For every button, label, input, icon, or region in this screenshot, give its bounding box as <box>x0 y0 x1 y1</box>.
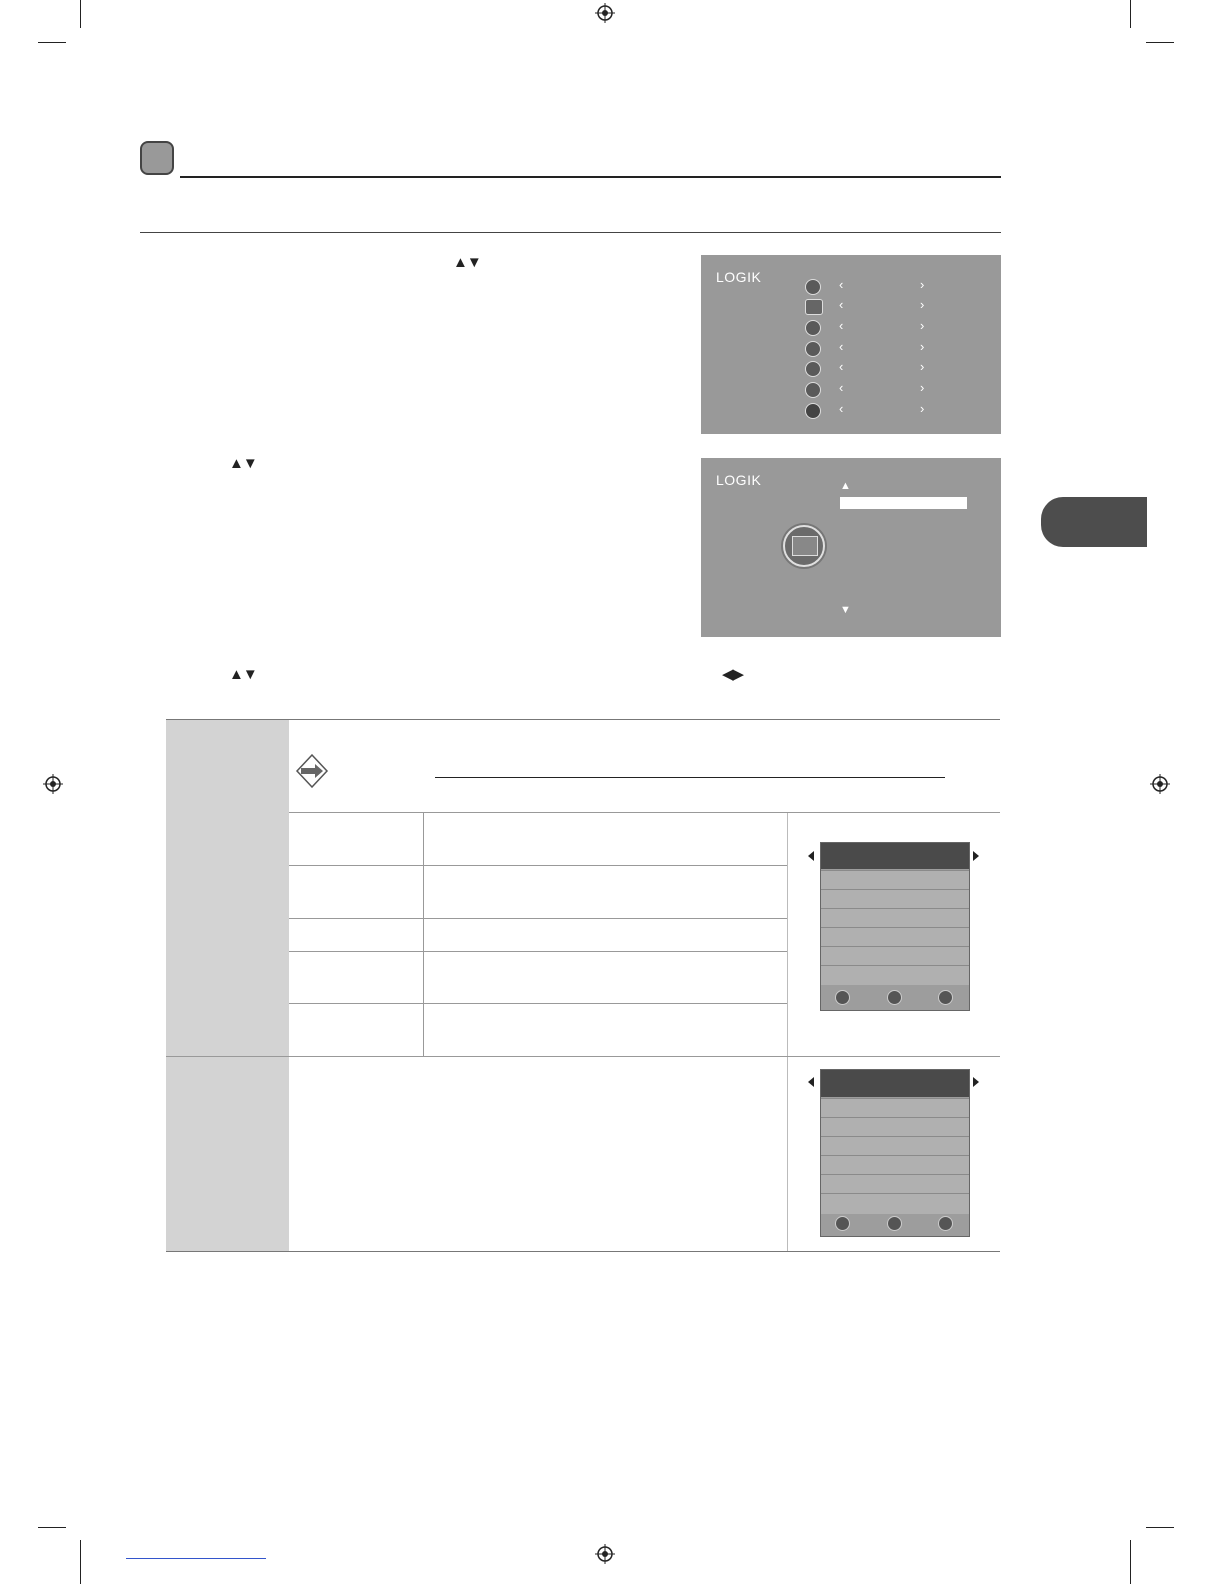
step3-updown-arrows: ▲▼ <box>229 666 257 683</box>
mini-menu-row[interactable] <box>821 1098 969 1118</box>
table-top-rule <box>166 719 1000 720</box>
table-row-divider <box>289 918 787 919</box>
logik-logo: LOGIK <box>716 269 762 285</box>
registration-mark-icon <box>1150 774 1170 794</box>
mini-menu-row[interactable] <box>821 870 969 890</box>
mini-menu-row[interactable] <box>821 1155 969 1175</box>
crop-mark <box>1130 0 1131 28</box>
section-rule <box>140 232 1001 233</box>
header-rule <box>180 176 1001 178</box>
crop-mark <box>38 42 66 43</box>
mini-menu-row[interactable] <box>821 1136 969 1156</box>
scroll-up-arrow[interactable]: ▲ <box>840 480 851 492</box>
crop-mark <box>80 0 81 28</box>
table-row-divider <box>289 1003 787 1004</box>
chapter-tab <box>1041 497 1147 547</box>
mini-menu-button-icon[interactable] <box>835 990 850 1005</box>
scroll-down-arrow[interactable]: ▼ <box>840 604 851 616</box>
channel-icon <box>805 279 821 295</box>
mini-menu-button-icon[interactable] <box>835 1216 850 1231</box>
mini-menu-row[interactable] <box>821 946 969 966</box>
mini-menu-left-arrow[interactable] <box>808 1077 814 1087</box>
mini-menu-button-icon[interactable] <box>938 990 953 1005</box>
highlighted-menu-item[interactable] <box>840 497 967 509</box>
menu-row-sound[interactable]: ‹ › <box>805 320 935 338</box>
sub-menu-screen <box>701 458 1001 637</box>
mini-menu-button-icon[interactable] <box>938 1216 953 1231</box>
crop-mark <box>80 1540 81 1584</box>
picture-icon <box>805 299 823 315</box>
table-row-divider <box>289 865 787 866</box>
mini-menu-picture <box>820 842 970 1011</box>
note-underline <box>435 777 945 778</box>
table-note-divider <box>289 812 1000 813</box>
footer-link-line <box>126 1558 266 1559</box>
crop-mark <box>38 1527 66 1528</box>
crop-mark <box>1146 1527 1174 1528</box>
main-menu-screen <box>701 255 1001 434</box>
section-badge <box>140 141 174 175</box>
lock-icon <box>805 361 821 377</box>
table-section-divider <box>166 1056 1000 1057</box>
picture-icon <box>783 525 825 567</box>
logik-logo: LOGIK <box>716 472 762 488</box>
mini-menu-right-arrow[interactable] <box>973 851 979 861</box>
registration-mark-icon <box>595 1544 615 1564</box>
note-arrow-icon <box>293 754 331 788</box>
table-label-column-2 <box>166 1057 289 1251</box>
mini-menu-row[interactable] <box>821 1193 969 1214</box>
mini-menu-left-arrow[interactable] <box>808 851 814 861</box>
table-label-column-1 <box>166 720 289 1056</box>
mini-menu-button-icon[interactable] <box>887 990 902 1005</box>
mini-menu-header <box>821 843 969 869</box>
step2-arrows: ▲▼ <box>229 455 257 472</box>
crop-mark <box>1130 1540 1131 1584</box>
table-row-divider <box>289 951 787 952</box>
step3-leftright-arrows: ◀▶ <box>722 666 744 683</box>
mini-menu-button-icon[interactable] <box>887 1216 902 1231</box>
table-bottom-rule <box>166 1251 1000 1252</box>
mini-menu-header <box>821 1070 969 1097</box>
menu-row-time[interactable]: ‹ › <box>805 341 935 359</box>
registration-mark-icon <box>43 774 63 794</box>
menu-row-channel[interactable]: ‹ › <box>805 279 935 297</box>
table-column-divider <box>787 813 788 1251</box>
mini-menu-right-arrow[interactable] <box>973 1077 979 1087</box>
mini-menu-row[interactable] <box>821 1117 969 1137</box>
menu-row-usb[interactable]: ‹ › <box>805 403 935 421</box>
crop-mark <box>1146 42 1174 43</box>
step1-arrows: ▲▼ <box>453 254 481 271</box>
registration-mark-icon <box>595 3 615 23</box>
usb-icon <box>805 403 821 419</box>
menu-row-lock[interactable]: ‹ › <box>805 361 935 379</box>
setup-icon <box>805 382 821 398</box>
time-icon <box>805 341 821 357</box>
menu-row-picture[interactable]: ‹ › <box>805 299 935 317</box>
menu-row-setup[interactable]: ‹ › <box>805 382 935 400</box>
mini-menu-row[interactable] <box>821 889 969 909</box>
sound-icon <box>805 320 821 336</box>
mini-menu-row[interactable] <box>821 927 969 947</box>
mini-menu-row[interactable] <box>821 908 969 928</box>
mini-menu-row[interactable] <box>821 965 969 985</box>
table-column-divider <box>423 813 424 1056</box>
mini-menu-colour <box>820 1069 970 1237</box>
mini-menu-row[interactable] <box>821 1174 969 1194</box>
